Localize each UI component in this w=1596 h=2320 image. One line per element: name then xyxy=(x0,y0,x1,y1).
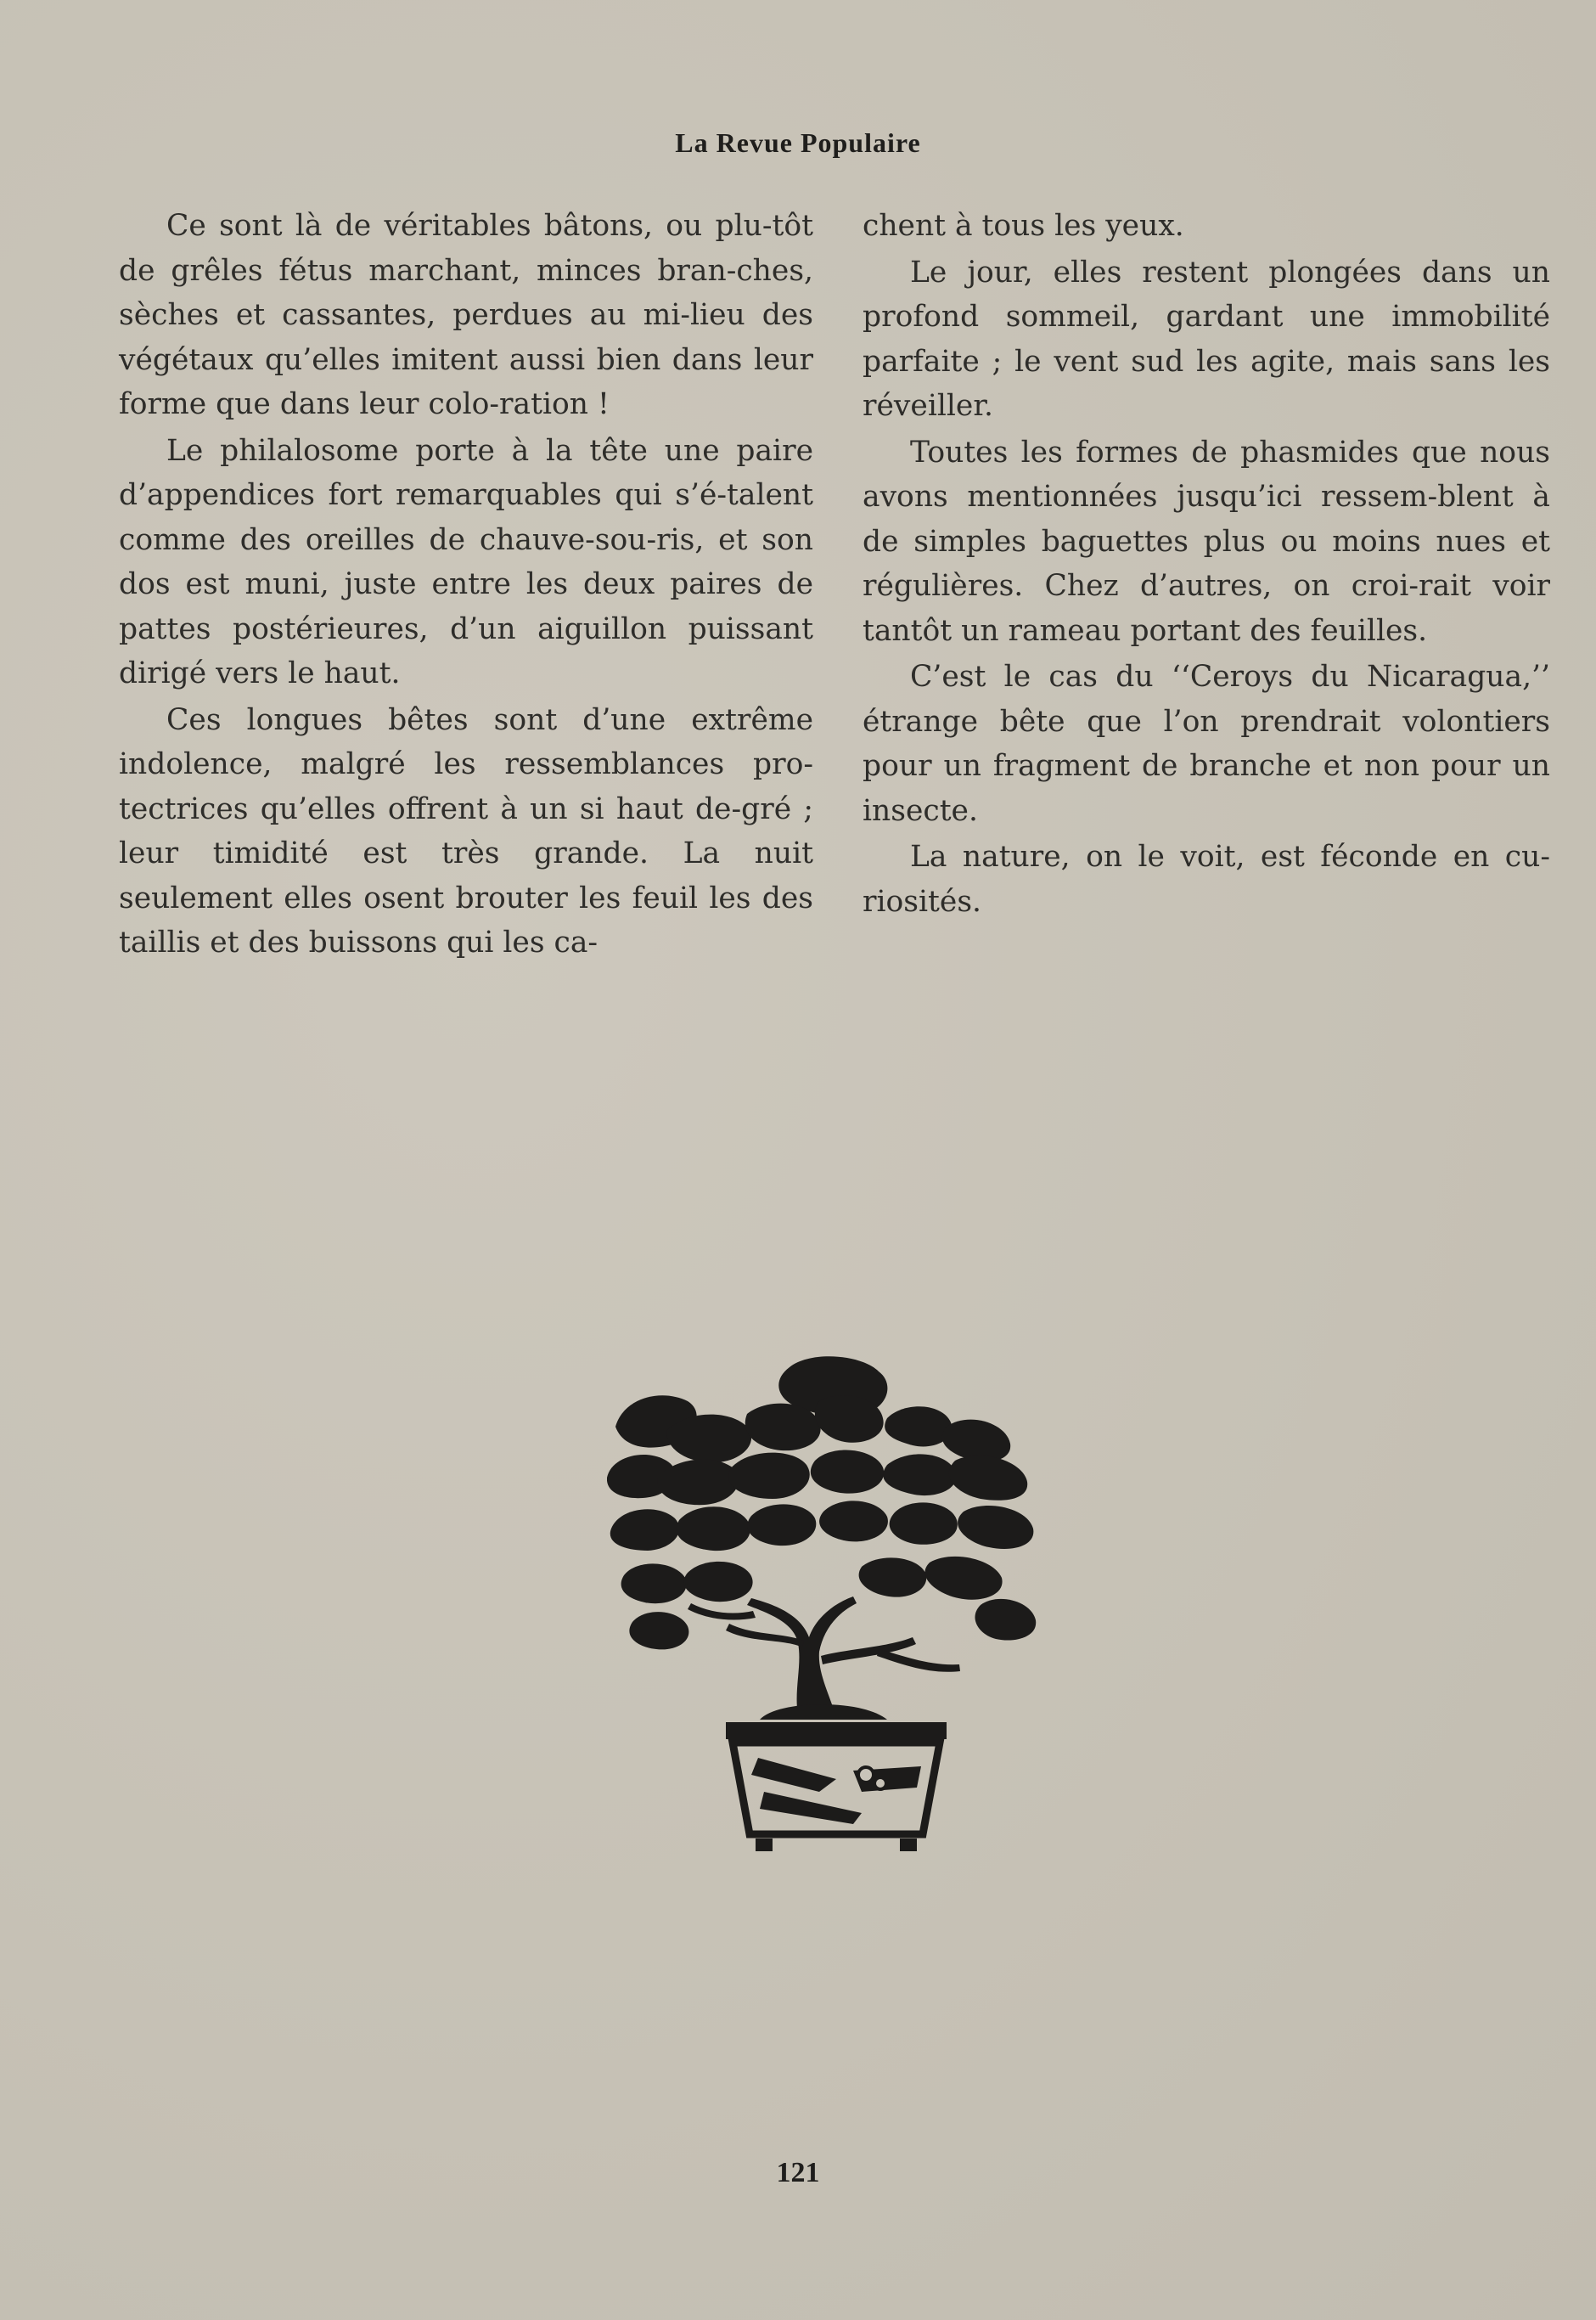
bonsai-tree-in-pot-icon xyxy=(607,1350,1065,1877)
paragraph: Le jour, elles restent plongées dans un profond sommeil, gardant une immobilité parfaite ; le vent sud les agite, mais sans les réveiller. xyxy=(863,255,1550,423)
paragraph: Toutes les formes de phasmides que nous avons mentionnées jusqu’ici ressem-blent à de simples baguettes plus ou moins nues et régulières. Chez d’autres, on croi-rait voir tantôt un rameau portant des feuilles. xyxy=(863,435,1550,648)
paragraph: Ces longues bêtes sont d’une extrême indolence, malgré les ressemblances pro-tectrices qu’elles offrent à un si haut de-gré ; leur timidité est très grande. La nuit seulement elles osent brouter les feuil les des taillis et des buissons qui les ca- xyxy=(119,702,813,960)
paragraph: Ce sont là de véritables bâtons, ou plu-tôt de grêles fétus marchant, minces bran-ches, sèches et cassantes, perdues au mi-lieu des végétaux qu’elles imitent aussi bien dans leur forme que dans leur colo-ration ! xyxy=(119,209,813,421)
right-column xyxy=(863,204,1550,926)
paragraph: La nature, on le voit, est féconde en cu-riosités. xyxy=(863,840,1550,919)
left-column xyxy=(119,204,813,967)
page-number: 121 xyxy=(776,2157,820,2188)
paragraph: Le philalosome porte à la tête une paire d’appendices fort remarquables qui s’é-talent comme des oreilles de chauve-sou-ris, et son dos est muni, juste entre les deux paires de pattes postérieures, d’un aiguillon puissant dirigé vers le haut. xyxy=(119,433,813,690)
paragraph-continuation: chent à tous les yeux. xyxy=(863,209,1184,243)
paragraph: C’est le cas du ‘‘Ceroys du Nicaragua,’’ étrange bête que l’on prendrait volontiers pour un fragment de branche et non pour un insecte. xyxy=(863,660,1550,828)
running-title: La Revue Populaire xyxy=(675,127,921,158)
